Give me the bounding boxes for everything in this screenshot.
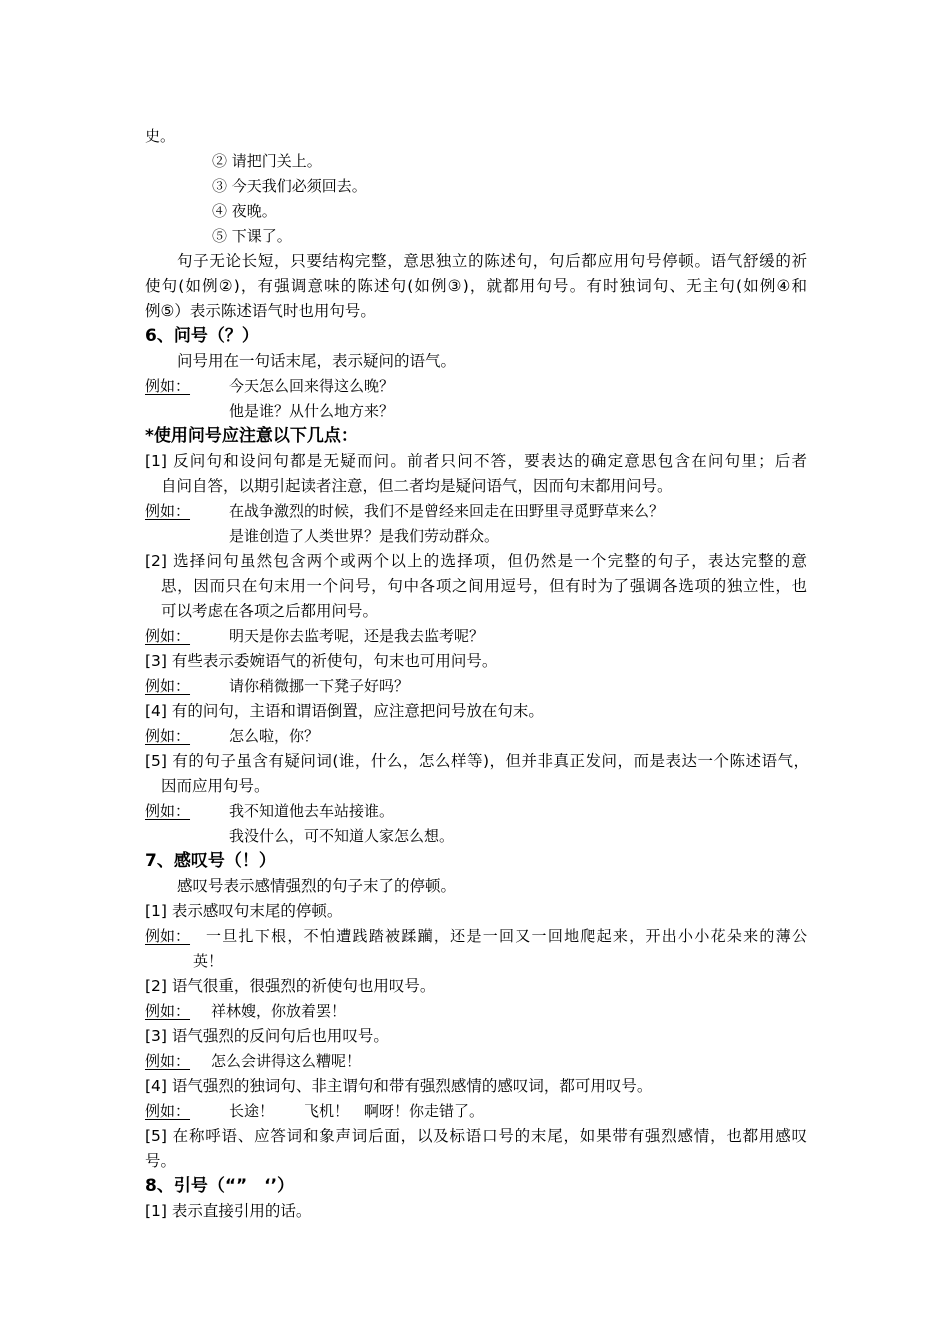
example-text: 一旦扎下根，不怕遭践踏被蹂躏，还是一回又一回地爬起来，开出小小花朵来的薄公 [206,927,807,945]
example-text: 长途！ 飞机！ 啊呀！你走错了。 [229,1102,485,1120]
paragraph-line: 例⑤）表示陈述语气时也用句号。 [145,302,376,320]
rule-line: [4] 有的问句，主语和谓语倒置，应注意把问号放在句末。 [145,702,544,720]
rule-line: 思，因而只在句末用一个问号，句中各项之间用逗号，但有时为了强调各选项的独立性，也 [161,577,807,595]
rule-line: [5] 有的句子虽含有疑问词(谁，什么，怎么样等)，但并非真正发问，而是表达一个陈述语气， [145,752,809,770]
example-item: ④ 夜晚。 [212,202,277,220]
rule-line: 自问自答，以期引起读者注意，但二者均是疑问语气，因而句末都用问号。 [161,477,673,495]
rule-line: 因而应用句号。 [161,777,270,795]
example-text: 请你稍微挪一下凳子好吗？ [229,677,410,695]
rule-line: [3] 语气强烈的反问句后也用叹号。 [145,1027,389,1045]
rule-line: [1] 反问句和设问句都是无疑而问。前者只问不答，要表达的确定意思包含在问句里；后者 [145,452,807,470]
example-label: 例如： [145,677,191,695]
paragraph-line: 句子无论长短，只要结构完整，意思独立的陈述句，句后都应用句号停顿。语气舒缓的祈 [177,252,807,270]
example-text: 是谁创造了人类世界？是我们劳动群众。 [229,527,500,545]
rule-line: [2] 语气很重，很强烈的祈使句也用叹号。 [145,977,436,995]
example-text: 今天怎么回来得这么晚？ [229,377,395,395]
example-text: 他是谁？从什么地方来？ [229,402,395,420]
rule-line: 可以考虑在各项之后都用问号。 [161,602,379,620]
example-label: 例如： [145,1052,191,1070]
rule-line: [3] 有些表示委婉语气的祈使句，句末也可用问号。 [145,652,498,670]
rule-line: [1] 表示直接引用的话。 [145,1202,312,1220]
example-label: 例如： [145,1102,191,1120]
section-heading: 6、问号（？） [145,326,259,346]
example-text: 在战争激烈的时候，我们不是曾经来回走在田野里寻觅野草来么？ [229,502,665,520]
example-label: 例如： [145,927,191,945]
paragraph-line: 感叹号表示感情强烈的句子末了的停顿。 [177,877,457,895]
example-text: 我不知道他去车站接谁。 [229,802,395,820]
example-item: ③ 今天我们必须回去。 [212,177,367,195]
text-line: 史。 [145,127,176,145]
example-label: 例如： [145,377,191,395]
section-heading: 8、引号（“” ‘’） [145,1176,295,1196]
example-label: 例如： [145,1002,191,1020]
paragraph-line: 使句(如例②)，有强调意味的陈述句(如例③)，就都用句号。有时独词句、无主句(如例④和 [145,277,807,295]
example-label: 例如： [145,727,191,745]
example-text: 我没什么，可不知道人家怎么想。 [229,827,455,845]
example-text: 怎么会讲得这么糟呢！ [211,1052,362,1070]
example-item: ② 请把门关上。 [212,152,322,170]
example-label: 例如： [145,502,191,520]
section-subheading: *使用问号应注意以下几点： [145,426,358,446]
example-text: 祥林嫂，你放着罢！ [211,1002,347,1020]
example-text: 明天是你去监考呢，还是我去监考呢？ [229,627,485,645]
paragraph-line: 问号用在一句话末尾，表示疑问的语气。 [177,352,457,370]
rule-line: [5] 在称呼语、应答词和象声词后面，以及标语口号的末尾，如果带有强烈感情，也都用感叹 [145,1127,807,1145]
example-label: 例如： [145,802,191,820]
rule-line: [2] 选择问句虽然包含两个或两个以上的选择项，但仍然是一个完整的句子，表达完整的意 [145,552,807,570]
rule-line: 号。 [145,1152,177,1170]
example-text: 英！ [193,952,224,970]
section-heading: 7、感叹号（！） [145,851,276,871]
rule-line: [1] 表示感叹句末尾的停顿。 [145,902,343,920]
example-item: ⑤ 下课了。 [212,227,292,245]
example-text: 怎么啦，你？ [229,727,320,745]
rule-line: [4] 语气强烈的独词句、非主谓句和带有强烈感情的感叹词，都可用叹号。 [145,1077,653,1095]
example-label: 例如： [145,627,191,645]
